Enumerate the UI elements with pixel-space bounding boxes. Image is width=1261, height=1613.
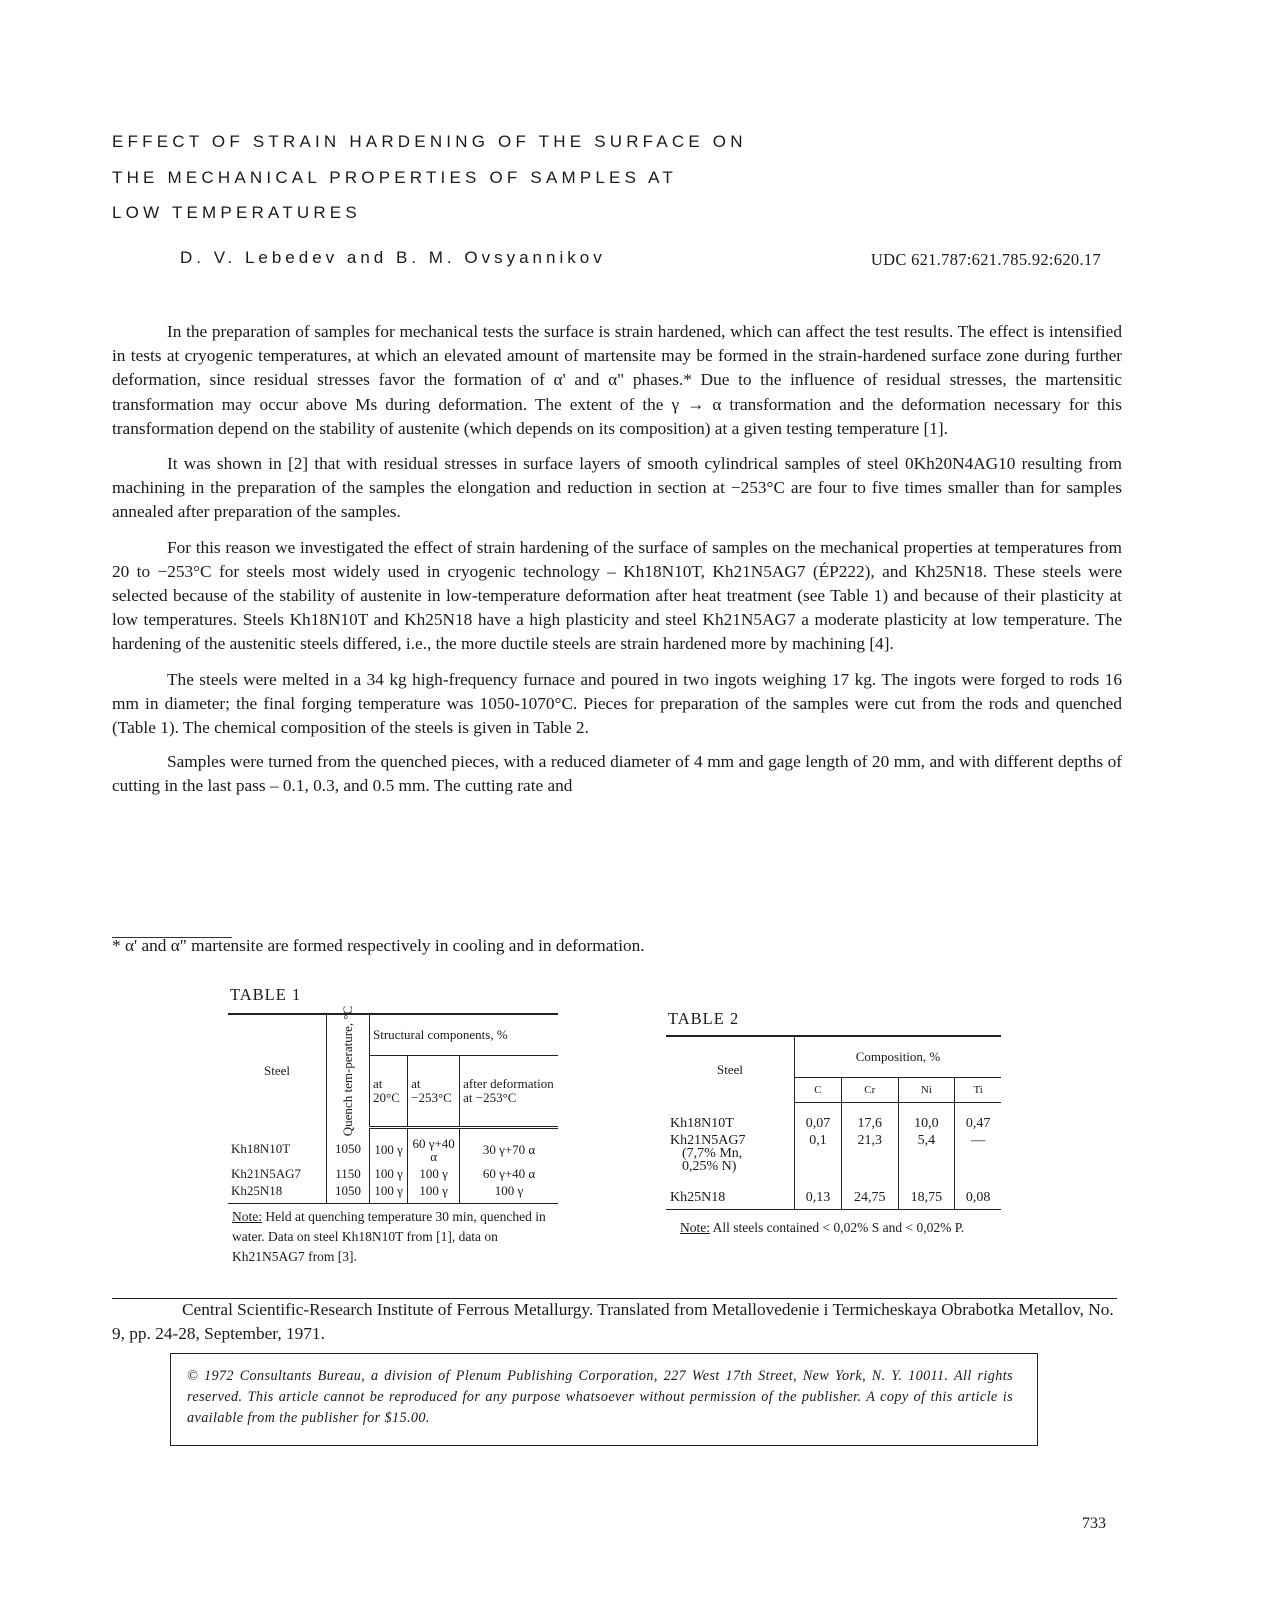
affiliation: Central Scientific-Research Institute of Ferrous Metallurgy. Translated from Metallovedenie i Termicheskaya Obrabotka Metallov, No. 9, pp. 24-28, September, 1971.	[112, 1300, 1114, 1343]
table2-header-steel: Steel	[666, 1036, 795, 1103]
table2-cell-ti: 0,08	[965, 1190, 991, 1205]
table1-cell-after: 60 γ+40 α	[482, 1165, 536, 1181]
table1-note	[232, 1207, 562, 1267]
table-row	[666, 1132, 1001, 1175]
page-number: 733	[1082, 1515, 1106, 1532]
table1-cell-at253: 100 γ	[408, 1165, 460, 1182]
table2-cell-ni: 10,0	[898, 1103, 955, 1133]
paragraph: Samples were turned from the quenched pieces, with a reduced diameter of 4 mm and gage length of 20 mm, and with different depths of cutting in the last pass – 0.1, 0.3, and 0.5 mm. The cutting rate and	[112, 752, 1122, 796]
table2-cell-ni: 5,4	[898, 1132, 955, 1175]
authors: D. V. Lebedev and B. M. Ovsyannikov	[180, 248, 606, 267]
table1-header-quench-label: Quench tem-perature, °C	[340, 1005, 355, 1137]
table1-header-after: after deformation at −253°C	[460, 1055, 558, 1127]
title-line: LOW TEMPERATURES	[112, 203, 361, 222]
footnote: * α' and α" martensite are formed respectively in cooling and in deformation.	[112, 936, 645, 955]
table1-cell-quench: 1150	[327, 1165, 370, 1182]
table2-cell-ni: 18,75	[898, 1175, 955, 1210]
table2-note-label: Note:	[680, 1220, 710, 1235]
table-row	[228, 1182, 558, 1204]
table1-caption: TABLE 1	[230, 985, 302, 1004]
table-row	[666, 1103, 1001, 1133]
table-row	[228, 1165, 558, 1182]
paragraph: It was shown in [2] that with residual stresses in surface layers of smooth cylindrical samples of steel 0Kh20N4AG10 resulting from machining in the preparation of the samples the elongation and reduction in section at −253°C are four to five times smaller than for samples annealed after preparation of the samples.	[112, 454, 1122, 522]
table1-cell-at20: 100 γ	[370, 1165, 408, 1182]
article-title	[112, 124, 1012, 231]
table2-cell-steel	[666, 1132, 795, 1175]
title-line: THE MECHANICAL PROPERTIES OF SAMPLES AT	[112, 167, 677, 187]
paragraph: The steels were melted in a 34 kg high-frequency furnace and poured in two ingots weighing 17 kg. The ingots were forged to rods 16 mm in diameter; the final forging temperature was 1050-1070°C. Pieces for preparation of the samples were cut from the rods and quenched (Table 1). The chemical composition of the steels is given in Table 2.	[112, 669, 1122, 738]
table1-cell-quench: 1050	[327, 1182, 370, 1204]
table2-steel-note: (7,7% Mn, 0,25% N)	[682, 1146, 743, 1174]
table1-cell-steel: Kh21N5AG7	[228, 1165, 327, 1182]
table1-header-steel: Steel	[228, 1014, 327, 1127]
table1-note-text: Held at quenching temperature 30 min, quenched in water. Data on steel Kh18N10T from [1], data on Kh21N5AG7 from [3].	[232, 1209, 546, 1264]
table2	[666, 1035, 1001, 1210]
table2-cell-cr: 17,6	[841, 1103, 898, 1133]
table2-steel-name: Kh21N5AG7	[670, 1133, 746, 1148]
title-line: EFFECT OF STRAIN HARDENING OF THE SURFACE ON	[112, 132, 747, 151]
table2-cell-steel	[666, 1175, 795, 1210]
table2-cell-c: 0,07	[795, 1103, 842, 1133]
table1-cell-at20: 100 γ	[370, 1127, 408, 1165]
paragraph: In the preparation of samples for mechanical tests the surface is strain hardened, which can affect the test results. The effect is intensified in tests at cryogenic temperatures, at which an elevated amount of martensite may be formed in the strain-hardened surface zone during further deformation, since residual stresses favor the formation of α' and α" phases.* Due to the influence of residual stresses, the martensitic transformation may occur above Ms during deformation. The extent of the γ → α transformation and the deformation necessary for this transformation depend on the stability of austenite (which depends on its composition) at a given testing temperature [1].	[112, 322, 1122, 438]
table2-header-ni: Ni	[898, 1078, 955, 1103]
table2-cell-c: 0,13	[795, 1175, 842, 1210]
table1-cell-quench: 1050	[327, 1127, 370, 1165]
table1-cell-after: 30 γ+70 α	[482, 1142, 536, 1157]
table1-header-at20: at 20°C	[370, 1055, 408, 1127]
table2-steel-name: Kh25N18	[670, 1190, 726, 1205]
table-row	[666, 1175, 1001, 1210]
table2-cell-cr: 21,3	[841, 1132, 898, 1175]
table2-header-c: C	[795, 1078, 842, 1103]
table1-header-at253: at −253°C	[408, 1055, 460, 1127]
table-row	[228, 1127, 558, 1165]
table1-cell-at253: 60 γ+40 α	[408, 1127, 460, 1165]
table2-cell-cr: 24,75	[841, 1175, 898, 1210]
table1-cell-after: 100 γ	[494, 1182, 524, 1198]
paragraph: For this reason we investigated the effect of strain hardening of the surface of samples on the mechanical properties at temperatures from 20 to −253°C for steels most widely used in cryogenic technology – Kh18N10T, Kh21N5AG7 (ÉP222), and Kh25N18. These steels were selected because of the stability of austenite in low-temperature deformation after heat treatment (see Table 1) and because of their plasticity at low temperatures. Steels Kh18N10T and Kh25N18 have a high plasticity and steel Kh21N5AG7 a moderate plasticity at low temperature. The hardening of the austenitic steels differed, i.e., the more ductile steels are strain hardened more by machining [4].	[112, 537, 1122, 654]
table2-caption: TABLE 2	[668, 1009, 740, 1028]
table1-cell-at253: 100 γ	[408, 1182, 460, 1204]
table2-header-composition: Composition, %	[795, 1036, 1002, 1078]
copyright-notice: © 1972 Consultants Bureau, a division of Plenum Publishing Corporation, 227 West 17th Street, New York, N. Y. 10011. All rights reserved. This article cannot be reproduced for any purpose whatsoever without permission of the publisher. A copy of this article is available from the publisher for $15.00.	[170, 1353, 1038, 1446]
table2-note-text: All steels contained < 0,02% S and < 0,02% P.	[710, 1220, 965, 1235]
table2-header-cr: Cr	[841, 1078, 898, 1103]
table1-header-structural: Structural components, %	[370, 1014, 559, 1055]
table2-steel-name: Kh18N10T	[670, 1115, 734, 1131]
udc-code: UDC 621.787:621.785.92:620.17	[870, 250, 1101, 269]
table2-note	[680, 1218, 1000, 1237]
table2-header-ti: Ti	[955, 1078, 1001, 1103]
table1	[228, 1005, 558, 1204]
article-body	[112, 320, 1122, 799]
table1-cell-steel: Kh18N10T	[228, 1127, 327, 1165]
table2-cell-c: 0,1	[795, 1132, 842, 1175]
table2-cell-steel	[666, 1103, 795, 1133]
table1-cell-steel: Kh25N18	[228, 1182, 327, 1204]
table1-cell-at20: 100 γ	[370, 1182, 408, 1204]
table2-cell-ti: 0,47	[965, 1116, 991, 1131]
table2-cell-ti: —	[971, 1133, 986, 1148]
table1-header-quench	[327, 1005, 370, 1137]
table1-note-label: Note:	[232, 1209, 262, 1224]
